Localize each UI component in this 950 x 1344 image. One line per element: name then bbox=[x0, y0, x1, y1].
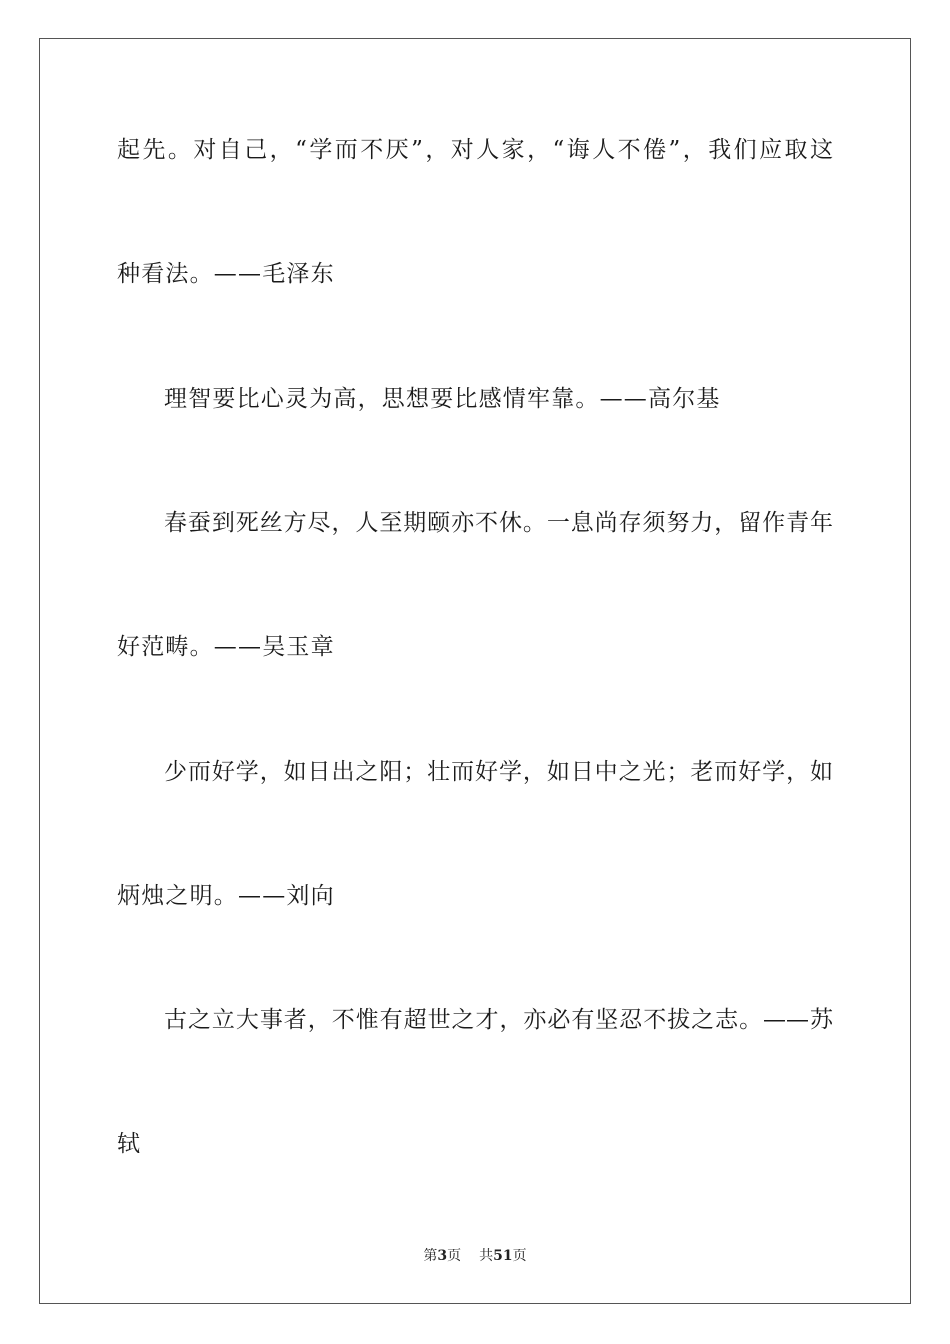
total-suffix: 页 bbox=[512, 1248, 527, 1264]
total-pages: 51 bbox=[493, 1248, 513, 1264]
text-line: 轼 bbox=[117, 1131, 142, 1157]
page-prefix: 第 bbox=[423, 1248, 438, 1264]
page-border bbox=[39, 38, 911, 1304]
text-line: 起先。对自己，“学而不厌”，对人家，“诲人不倦”，我们应取这 bbox=[117, 137, 833, 163]
page-suffix: 页 bbox=[447, 1248, 462, 1264]
text-line: 春蚕到死丝方尽，人至期颐亦不休。一息尚存须努力，留作青年 bbox=[164, 510, 833, 536]
text-line: 好范畴。——吴玉章 bbox=[117, 634, 335, 660]
page-footer bbox=[0, 1247, 950, 1265]
text-line: 炳烛之明。——刘向 bbox=[117, 883, 335, 909]
text-line: 理智要比心灵为高，思想要比感情牢靠。——高尔基 bbox=[164, 386, 721, 412]
text-line: 古之立大事者，不惟有超世之才，亦必有坚忍不拔之志。——苏 bbox=[164, 1007, 833, 1033]
text-line: 种看法。——毛泽东 bbox=[117, 261, 335, 287]
total-prefix: 共 bbox=[479, 1248, 494, 1264]
page-number: 3 bbox=[437, 1248, 448, 1264]
text-line: 少而好学，如日出之阳；壮而好学，如日中之光；老而好学，如 bbox=[164, 759, 833, 785]
